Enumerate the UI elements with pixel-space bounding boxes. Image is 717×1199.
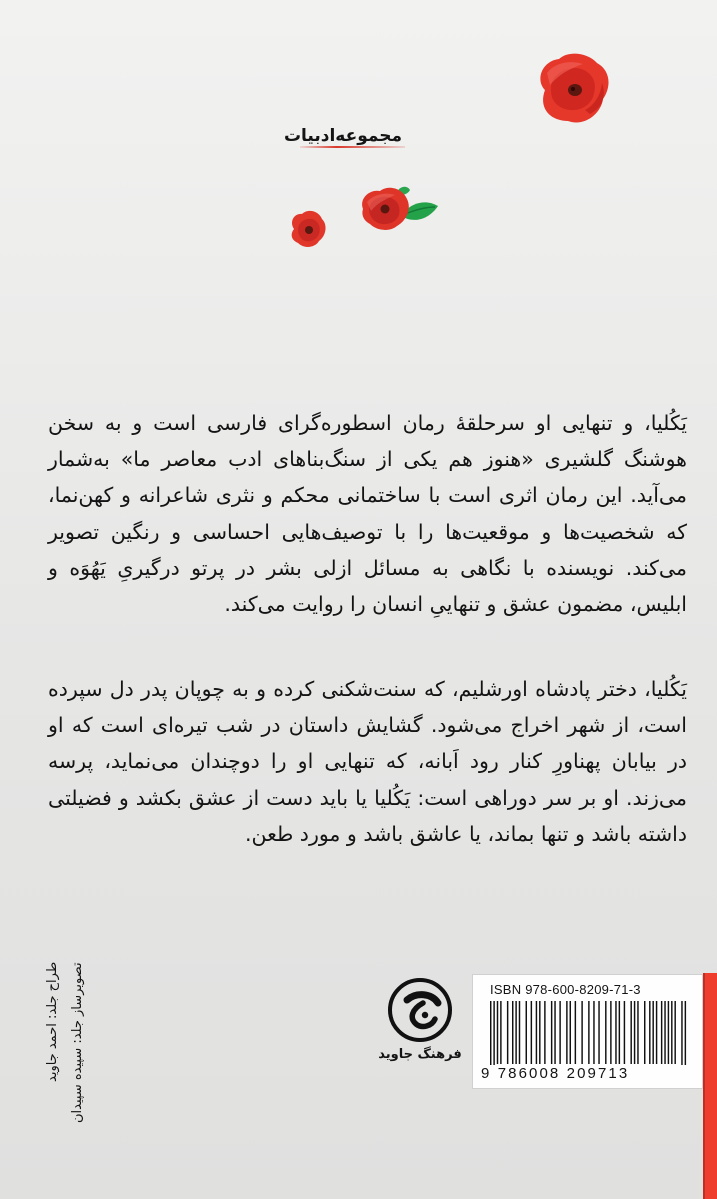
barcode-bar: [536, 1001, 537, 1064]
barcode-bar: [593, 1001, 594, 1064]
publisher-logo: [377, 975, 463, 1071]
barcode-bar: [588, 1001, 589, 1064]
javid-logo-icon: [385, 975, 455, 1045]
barcode-bar: [685, 1001, 686, 1072]
isbn-label: ISBN 978-600-8209-71-3: [490, 982, 641, 997]
barcode-bar: [512, 1001, 513, 1064]
description-paragraph-1: [48, 405, 687, 622]
red-flower-icon-large: [533, 51, 612, 126]
isbn-barcode-panel: [472, 974, 703, 1089]
red-spine-edge: [703, 973, 717, 1199]
barcode-bar: [634, 1001, 635, 1064]
cover-designer-credit: طراح جلد: احمد جاوید: [45, 962, 60, 1083]
series-label: مجموعه‌ادبیات: [283, 126, 403, 146]
barcode-bar: [519, 1001, 520, 1064]
barcode-bar: [497, 1001, 498, 1064]
barcode-bar: [610, 1001, 611, 1064]
barcode-bar: [661, 1001, 662, 1064]
red-flower-icon-small: [288, 209, 328, 249]
description-text: یَکُلیا، دختر پادشاه اورشلیم، که سنت‌شکنی کرده و به چوپان پدر دل سپرده است، از شهر اخراج می‌شود. گشایش داستان در شب تیره‌ای است که او در بیابان پهناورِ کنار رود اَبانه، که تنهایی او را دوچندان می‌نماید، پرسه می‌زند. او بر سر دوراهی است: یَکُلیا یا باید دست از عشق بکشد و فضیلتی داشته باشد و تنها بماند، یا عاشق باشد و مورد طعن.: [48, 677, 687, 846]
barcode-bar: [652, 1001, 653, 1064]
barcode-bar: [554, 1001, 555, 1064]
barcode-bar: [566, 1001, 567, 1064]
barcode-bar: [493, 1001, 494, 1072]
cover-illustrator-credit: تصویرساز جلد: سپیده سپیدان: [70, 962, 85, 1123]
red-flower-with-leaf-icon: [359, 184, 441, 232]
barcode-bar: [500, 1001, 501, 1064]
barcode-bar: [649, 1001, 650, 1064]
barcode-bar: [668, 1001, 669, 1064]
barcode-bar: [656, 1001, 657, 1064]
barcode-bar: [664, 1001, 665, 1064]
barcode-bar: [605, 1001, 606, 1064]
barcode-bar: [624, 1001, 625, 1064]
barcode-bar: [490, 1001, 491, 1072]
barcode-bar: [570, 1001, 571, 1064]
isbn-barcode: [490, 1001, 688, 1072]
series-label-underline: [300, 146, 405, 148]
barcode-bar: [619, 1001, 620, 1064]
barcode-bar: [630, 1001, 631, 1064]
barcode-bar: [507, 1001, 508, 1064]
red-spine-edge-shadow: [703, 973, 705, 1199]
barcode-number: 9 786008 209713: [481, 1065, 696, 1082]
description-paragraph-2: [48, 671, 687, 852]
description-text: یَکُلیا، و تنهایی او سرحلقهٔ رمان اسطوره‌گرای فارسی است و به سخن هوشنگ گلشیری «هنوز هم یکی از سنگ‌بناهای ادب معاصر ما» به‌شمار می‌آید. این رمان اثری است با ساختمانی محکم و نثری شاعرانه و کهن‌نما، که شخصیت‌ها و موقعیت‌ها را با توصیف‌هایی احساسی و رنگین تصویر می‌کند. نویسنده با نگاهی به مسائل ازلی بشر در پرتو درگیریِ یَهُوَه و ابلیس، مضمون عشق و تنهاییِ انسان را روایت می‌کند.: [48, 411, 687, 617]
barcode-bar: [575, 1001, 576, 1064]
publisher-name: فرهنگ جاوید: [378, 1047, 462, 1062]
barcode-bar: [531, 1001, 532, 1064]
cover-credits: [25, 962, 97, 1177]
barcode-bar: [539, 1001, 540, 1064]
barcode-bar: [598, 1001, 599, 1064]
barcode-bar: [544, 1001, 545, 1064]
barcode-bar: [551, 1001, 552, 1064]
barcode-bar: [637, 1001, 638, 1064]
barcode-bar: [581, 1001, 582, 1064]
barcode-bar: [681, 1001, 682, 1072]
barcode-bar: [515, 1001, 516, 1064]
barcode-bar: [559, 1001, 560, 1064]
barcode-bar: [671, 1001, 672, 1064]
barcode-bar: [526, 1001, 527, 1064]
barcode-bar: [674, 1001, 675, 1064]
barcode-bar: [644, 1001, 645, 1064]
barcode-bar: [615, 1001, 616, 1064]
